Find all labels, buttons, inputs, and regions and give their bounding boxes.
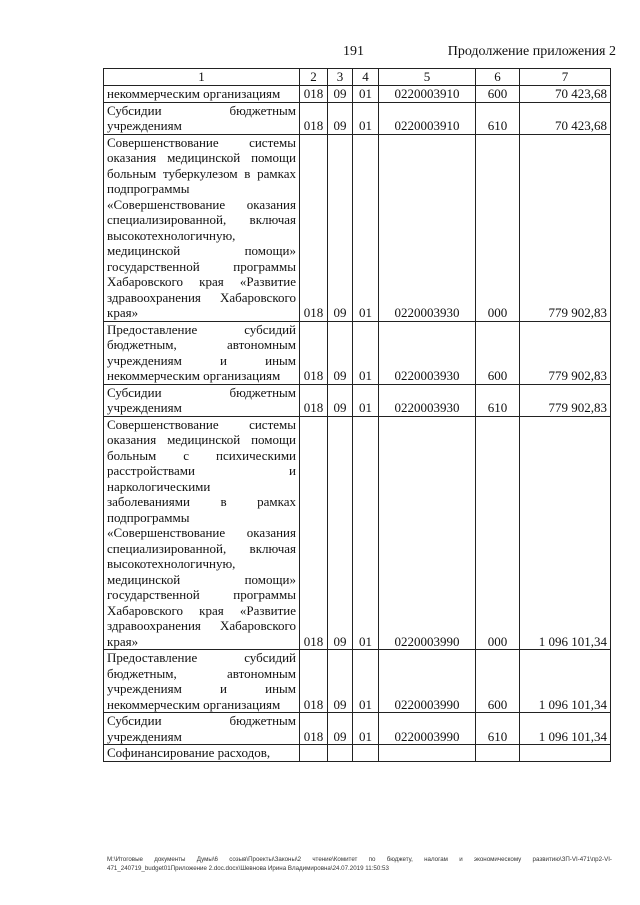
row-subsection: 01 (353, 650, 379, 713)
row-section: 09 (328, 416, 353, 650)
column-number: 4 (353, 69, 379, 86)
row-target-article (379, 745, 476, 762)
row-ministry-code: 018 (300, 384, 328, 416)
table-row (104, 650, 611, 713)
row-expense-type: 610 (476, 384, 520, 416)
row-ministry-code: 018 (300, 713, 328, 745)
row-subsection: 01 (353, 321, 379, 384)
row-subsection (353, 745, 379, 762)
row-expense-type: 610 (476, 102, 520, 134)
row-expense-type (476, 745, 520, 762)
row-name: некоммерческим организациям (104, 86, 300, 103)
row-target-article: 0220003910 (379, 102, 476, 134)
row-amount: 70 423,68 (520, 102, 611, 134)
row-amount: 779 902,83 (520, 384, 611, 416)
row-subsection: 01 (353, 86, 379, 103)
budget-table (103, 68, 611, 762)
row-ministry-code: 018 (300, 321, 328, 384)
column-number: 1 (104, 69, 300, 86)
row-expense-type: 600 (476, 321, 520, 384)
row-target-article: 0220003930 (379, 384, 476, 416)
column-number: 7 (520, 69, 611, 86)
row-expense-type: 600 (476, 86, 520, 103)
table-row (104, 86, 611, 103)
row-subsection: 01 (353, 416, 379, 650)
row-section: 09 (328, 650, 353, 713)
row-name: Субсидии бюджетным учреждениям (104, 713, 300, 745)
row-section: 09 (328, 86, 353, 103)
row-ministry-code: 018 (300, 134, 328, 321)
row-name: Совершенствование системы оказания медицинской помощи больным туберкулезом в рамках подпрограммы «Совершенствование оказания специализированной, включая высокотехнологичную, медицинской помощи» государственной программы Хабаровского края «Развитие здравоохранения Хабаровского края» (104, 134, 300, 321)
row-expense-type: 600 (476, 650, 520, 713)
row-target-article: 0220003910 (379, 86, 476, 103)
row-section (328, 745, 353, 762)
row-target-article: 0220003930 (379, 134, 476, 321)
table-row (104, 321, 611, 384)
column-number-row (104, 69, 611, 86)
row-expense-type: 610 (476, 713, 520, 745)
table-row (104, 745, 611, 762)
row-name: Софинансирование расходов, (104, 745, 300, 762)
row-section: 09 (328, 713, 353, 745)
row-section: 09 (328, 134, 353, 321)
row-name: Предоставление субсидий бюджетным, автономным учреждениям и иным некоммерческим организациям (104, 650, 300, 713)
row-target-article: 0220003990 (379, 713, 476, 745)
row-amount: 1 096 101,34 (520, 650, 611, 713)
table-row (104, 713, 611, 745)
row-subsection: 01 (353, 713, 379, 745)
column-number: 5 (379, 69, 476, 86)
row-ministry-code (300, 745, 328, 762)
row-section: 09 (328, 321, 353, 384)
row-subsection: 01 (353, 384, 379, 416)
row-subsection: 01 (353, 134, 379, 321)
column-number: 2 (300, 69, 328, 86)
row-name: Совершенствование системы оказания медицинской помощи больным с психическими расстройствами и наркологическими заболеваниями в рамках подпрограммы «Совершенствование оказания специализированной, включая высокотехнологичную, медицинской помощи» государственной программы Хабаровского края «Развитие здравоохранения Хабаровского края» (104, 416, 300, 650)
row-expense-type: 000 (476, 134, 520, 321)
table-row (104, 102, 611, 134)
row-amount: 1 096 101,34 (520, 416, 611, 650)
row-ministry-code: 018 (300, 86, 328, 103)
row-amount (520, 745, 611, 762)
row-section: 09 (328, 384, 353, 416)
column-number: 6 (476, 69, 520, 86)
row-expense-type: 000 (476, 416, 520, 650)
row-amount: 779 902,83 (520, 321, 611, 384)
row-ministry-code: 018 (300, 416, 328, 650)
file-path-footer: M:\Итоговые документы Думы\6 созыв\Проекты\Законы\2 чтение\Комитет по бюджету, налогам и экономическому развитию\ЗП-VI-471\пр2-VI-471_240719_budget01Приложение 2.doc.docx\Шевнова Ирина Владимировна\24.07.2019 11:50:53 (107, 856, 612, 872)
row-name: Субсидии бюджетным учреждениям (104, 384, 300, 416)
column-number: 3 (328, 69, 353, 86)
row-ministry-code: 018 (300, 650, 328, 713)
row-amount: 1 096 101,34 (520, 713, 611, 745)
row-name: Предоставление субсидий бюджетным, автономным учреждениям и иным некоммерческим организациям (104, 321, 300, 384)
row-section: 09 (328, 102, 353, 134)
table-row (104, 416, 611, 650)
row-target-article: 0220003990 (379, 416, 476, 650)
row-subsection: 01 (353, 102, 379, 134)
table-row (104, 384, 611, 416)
row-amount: 70 423,68 (520, 86, 611, 103)
page-number: 191 (343, 44, 364, 59)
row-target-article: 0220003990 (379, 650, 476, 713)
row-ministry-code: 018 (300, 102, 328, 134)
row-target-article: 0220003930 (379, 321, 476, 384)
table-row (104, 134, 611, 321)
row-amount: 779 902,83 (520, 134, 611, 321)
continuation-label: Продолжение приложения 2 (447, 44, 616, 59)
row-name: Субсидии бюджетным учреждениям (104, 102, 300, 134)
